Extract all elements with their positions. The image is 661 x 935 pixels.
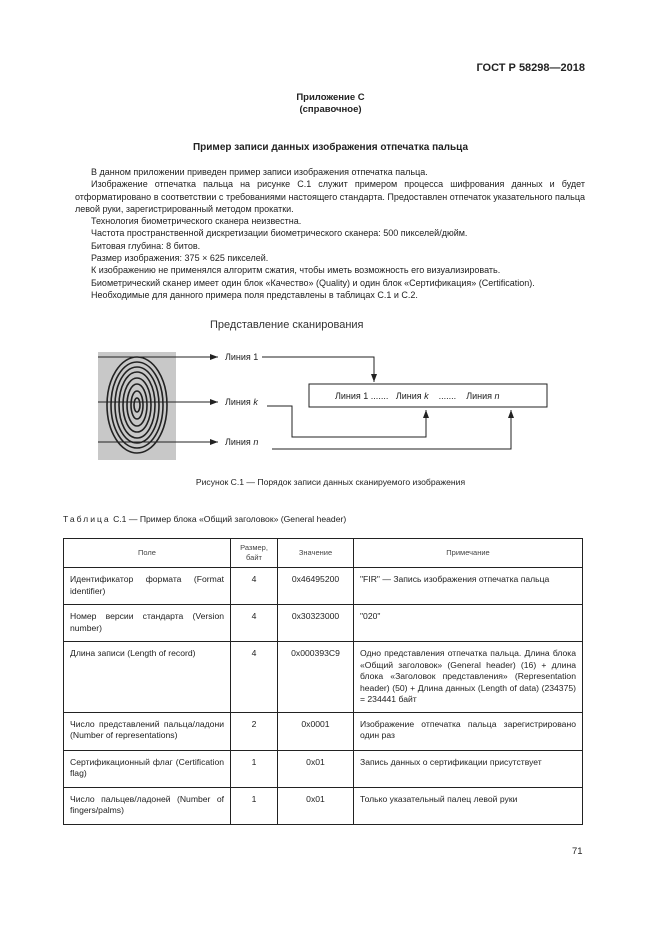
header-note: Примечание <box>354 539 583 568</box>
paragraph: Размер изображения: 375 × 625 пикселей. <box>91 253 269 264</box>
paragraph: Частота пространственной дискретизации биометрического сканера: 500 пикселей/дюйм. <box>91 228 468 239</box>
header-field: Поле <box>64 539 231 568</box>
cell-field: Длина записи (Length of record) <box>64 642 231 713</box>
cell-note: "FIR" — Запись изображения отпечатка пальца <box>354 568 583 605</box>
cell-note: Изображение отпечатка пальца зарегистрировано один раз <box>354 712 583 750</box>
header-value: Значение <box>278 539 354 568</box>
cell-value: 0x000393C9 <box>278 642 354 713</box>
cell-note: Одно представления отпечатка пальца. Длина блока «Общий заголовок» (General header) (16) + длина блока «Заголовок представления» (Representation header) (50) + Длина данных (Length of data) (234375) = 234441 байт <box>354 642 583 713</box>
cell-note: Запись данных о сертификации присутствует <box>354 750 583 787</box>
cell-value: 0x30323000 <box>278 605 354 642</box>
cell-field: Идентификатор формата (Format identifier) <box>64 568 231 605</box>
paragraph: Биометрический сканер имеет один блок «Качество» (Quality) и один блок «Сертификация» (Certification). <box>91 277 535 288</box>
cell-size: 2 <box>231 712 278 750</box>
line-k-label: Линия k <box>225 397 258 407</box>
cell-value: 0x01 <box>278 750 354 787</box>
document-id: ГОСТ Р 58298—2018 <box>476 62 585 74</box>
cell-size: 1 <box>231 750 278 787</box>
paragraph: Технология биометрического сканера неизвестна. <box>91 216 302 227</box>
paragraph: Битовая глубина: 8 битов. <box>91 240 201 251</box>
table-row <box>64 605 583 642</box>
line-n-label: Линия n <box>225 437 259 447</box>
cell-size: 4 <box>231 605 278 642</box>
table-row <box>64 787 583 824</box>
table-row <box>64 642 583 713</box>
cell-size: 4 <box>231 642 278 713</box>
appendix-subtitle: (справочное) <box>299 104 362 115</box>
figure-caption: Рисунок С.1 — Порядок записи данных сканируемого изображения <box>195 477 466 487</box>
cell-field: Номер версии стандарта (Version number) <box>64 605 231 642</box>
table-row <box>64 712 583 750</box>
table-caption: Таблица С.1 — Пример блока «Общий заголовок» (General header) <box>63 514 347 524</box>
record-box-content: Линия 1 ....... Линия k ....... Линия n <box>335 391 500 401</box>
appendix-title: Приложение С <box>296 92 365 103</box>
paragraph: Необходимые для данного примера поля представлены в таблицах С.1 и С.2. <box>91 289 418 300</box>
table-row <box>64 750 583 787</box>
line-1-label: Линия 1 <box>225 352 259 362</box>
header-size: Размер, байт <box>231 539 278 568</box>
section-heading: Пример записи данных изображения отпечатка пальца <box>192 142 469 153</box>
paragraph: Изображение отпечатка пальца на рисунке С.1 служит примером процесса шифрования данных и будет отформатировано в соответствии с требованиями настоящего стандарта. Предоставлен отпечаток указательного пальца левой руки, зарегистрированный методом прокатки. <box>75 179 585 214</box>
cell-value: 0x01 <box>278 787 354 824</box>
cell-value: 0x0001 <box>278 712 354 750</box>
cell-field: Число пальцев/ладоней (Number of fingers/palms) <box>64 787 231 824</box>
table-row <box>64 568 583 605</box>
cell-size: 4 <box>231 568 278 605</box>
figure-title: Представление сканирования <box>210 319 364 331</box>
general-header-table <box>63 538 583 825</box>
cell-size: 1 <box>231 787 278 824</box>
page-number: 71 <box>572 846 583 857</box>
cell-field: Число представлений пальца/ладони (Number of representations) <box>64 712 231 750</box>
cell-field: Сертификационный флаг (Certification flag) <box>64 750 231 787</box>
fingerprint-image <box>98 352 176 460</box>
paragraph: К изображению не применялся алгоритм сжатия, чтобы иметь возможность его визуализировать. <box>91 265 501 276</box>
cell-note: Только указательный палец левой руки <box>354 787 583 824</box>
cell-note: "020" <box>354 605 583 642</box>
cell-value: 0x46495200 <box>278 568 354 605</box>
table-header-row <box>64 539 583 568</box>
paragraph: В данном приложении приведен пример записи изображения отпечатка пальца. <box>91 167 428 177</box>
